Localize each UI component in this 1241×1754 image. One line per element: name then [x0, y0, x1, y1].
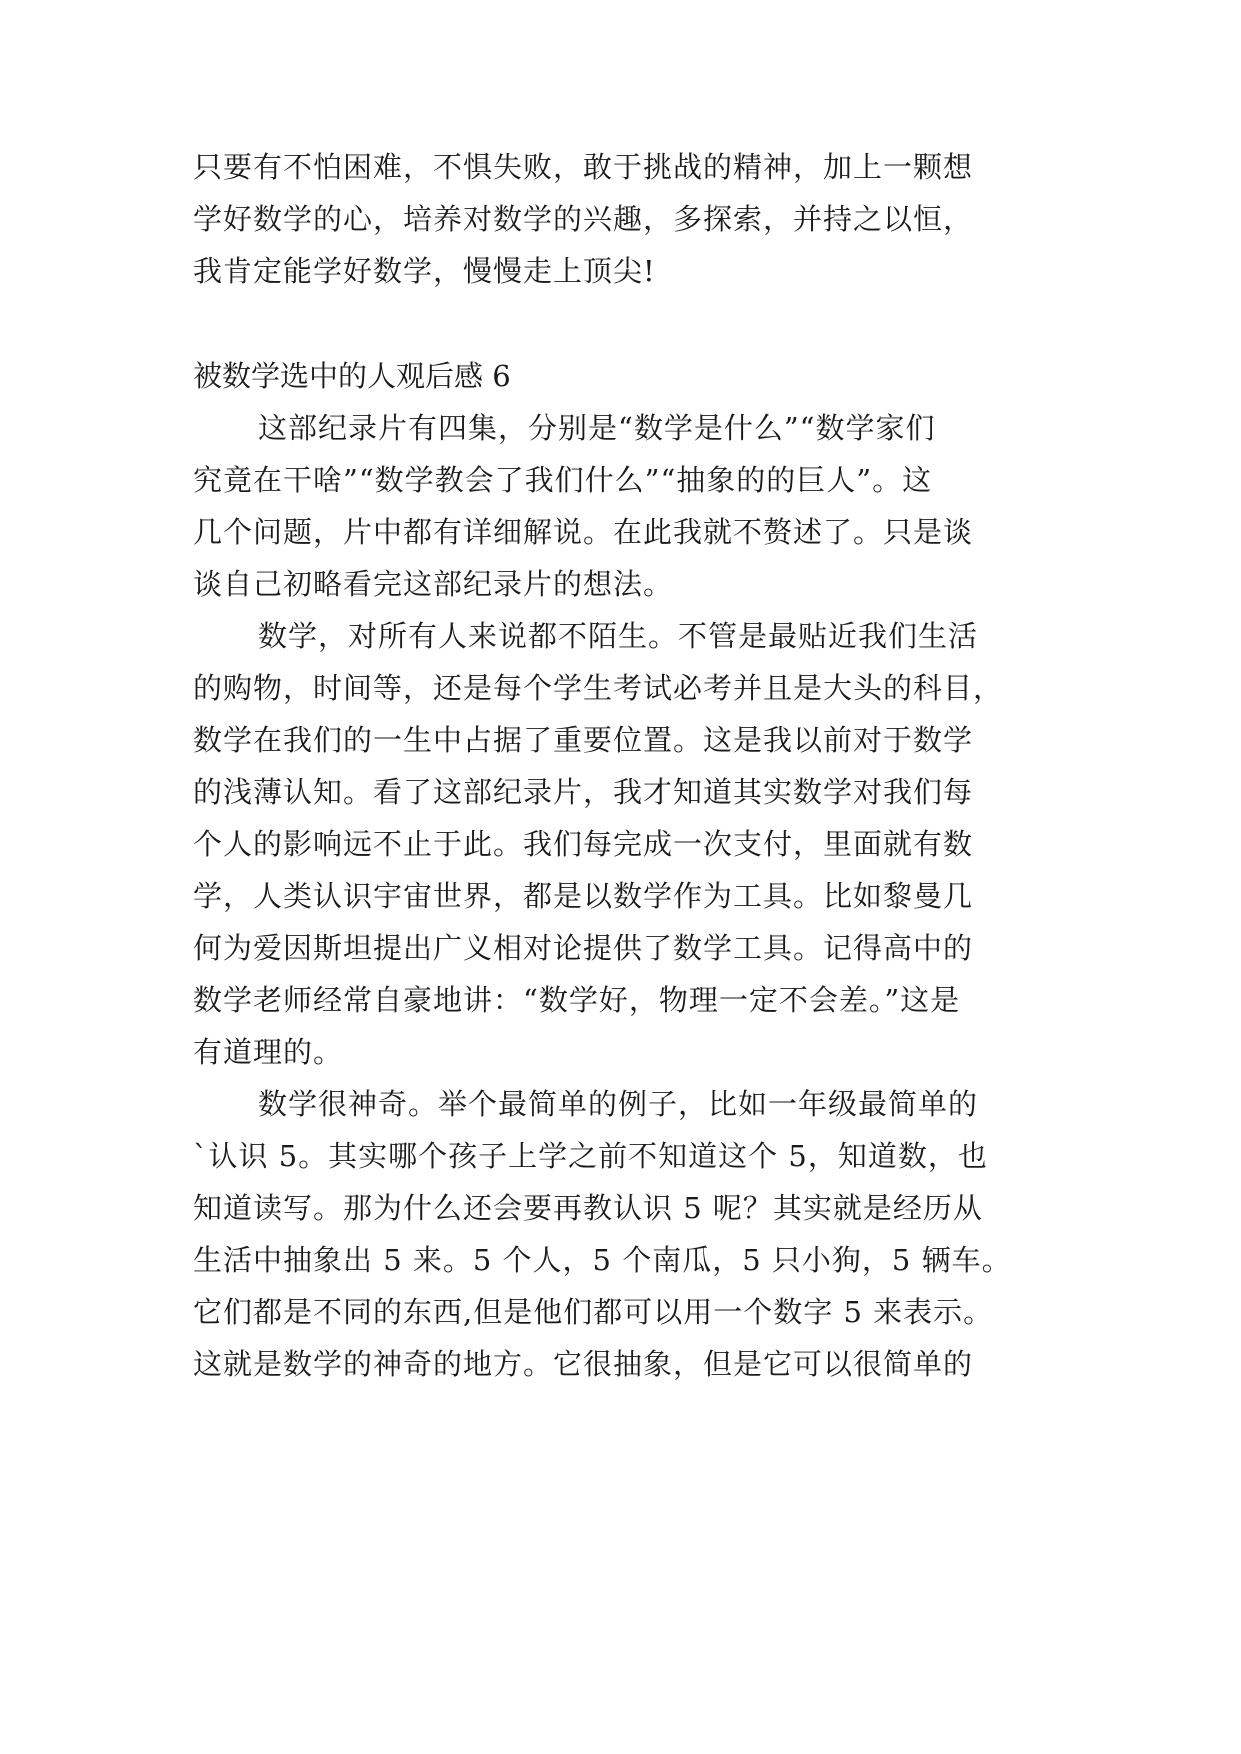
text-line: 学，人类认识宇宙世界，都是以数学作为工具。比如黎曼几: [193, 879, 974, 913]
text-line: 究竟在干啥”“数学教会了我们什么”“抽象的的巨人”。这: [193, 463, 933, 497]
text-line: 几个问题，片中都有详细解说。在此我就不赘述了。只是谈: [193, 515, 974, 549]
text-line: 个人的影响远不止于此。我们每完成一次支付，里面就有数: [193, 827, 974, 861]
text-line: 数学，对所有人来说都不陌生。不管是最贴近我们生活: [258, 619, 979, 653]
text-line: 知道读写。那为什么还会要再教认识 5 呢？其实就是经历从: [193, 1191, 983, 1225]
text-line: 的购物，时间等，还是每个学生考试必考并且是大头的科目，: [193, 671, 1004, 705]
text-line: 数学老师经常自豪地讲：“数学好，物理一定不会差。”这是: [193, 983, 961, 1017]
text-line: 何为爱因斯坦提出广义相对论提供了数学工具。记得高中的: [193, 931, 974, 965]
text-line: 生活中抽象出 5 来。5 个人，5 个南瓜，5 只小狗，5 辆车。: [193, 1243, 1012, 1277]
text-line: `认识 5。其实哪个孩子上学之前不知道这个 5，知道数，也: [193, 1139, 988, 1173]
text-line: 数学很神奇。举个最简单的例子，比如一年级最简单的: [258, 1087, 979, 1121]
text-line: 学好数学的心，培养对数学的兴趣，多探索，并持之以恒，: [193, 202, 974, 236]
text-line: 这部纪录片有四集，分别是“数学是什么”“数学家们: [258, 411, 936, 445]
text-line: 数学在我们的一生中占据了重要位置。这是我以前对于数学: [193, 723, 974, 757]
text-line: 我肯定能学好数学，慢慢走上顶尖!: [193, 254, 656, 288]
text-line: 有道理的。: [193, 1035, 344, 1069]
section-title: 被数学选中的人观后感 6: [193, 359, 511, 393]
text-line: 的浅薄认知。看了这部纪录片，我才知道其实数学对我们每: [193, 775, 974, 809]
text-line: 它们都是不同的东西,但是他们都可以用一个数字 5 来表示。: [193, 1295, 994, 1329]
text-line: 谈自己初略看完这部纪录片的想法。: [193, 567, 674, 601]
text-line: 只要有不怕困难，不惧失败，敢于挑战的精神，加上一颗想: [193, 150, 974, 184]
text-line: 这就是数学的神奇的地方。它很抽象，但是它可以很简单的: [193, 1347, 974, 1381]
